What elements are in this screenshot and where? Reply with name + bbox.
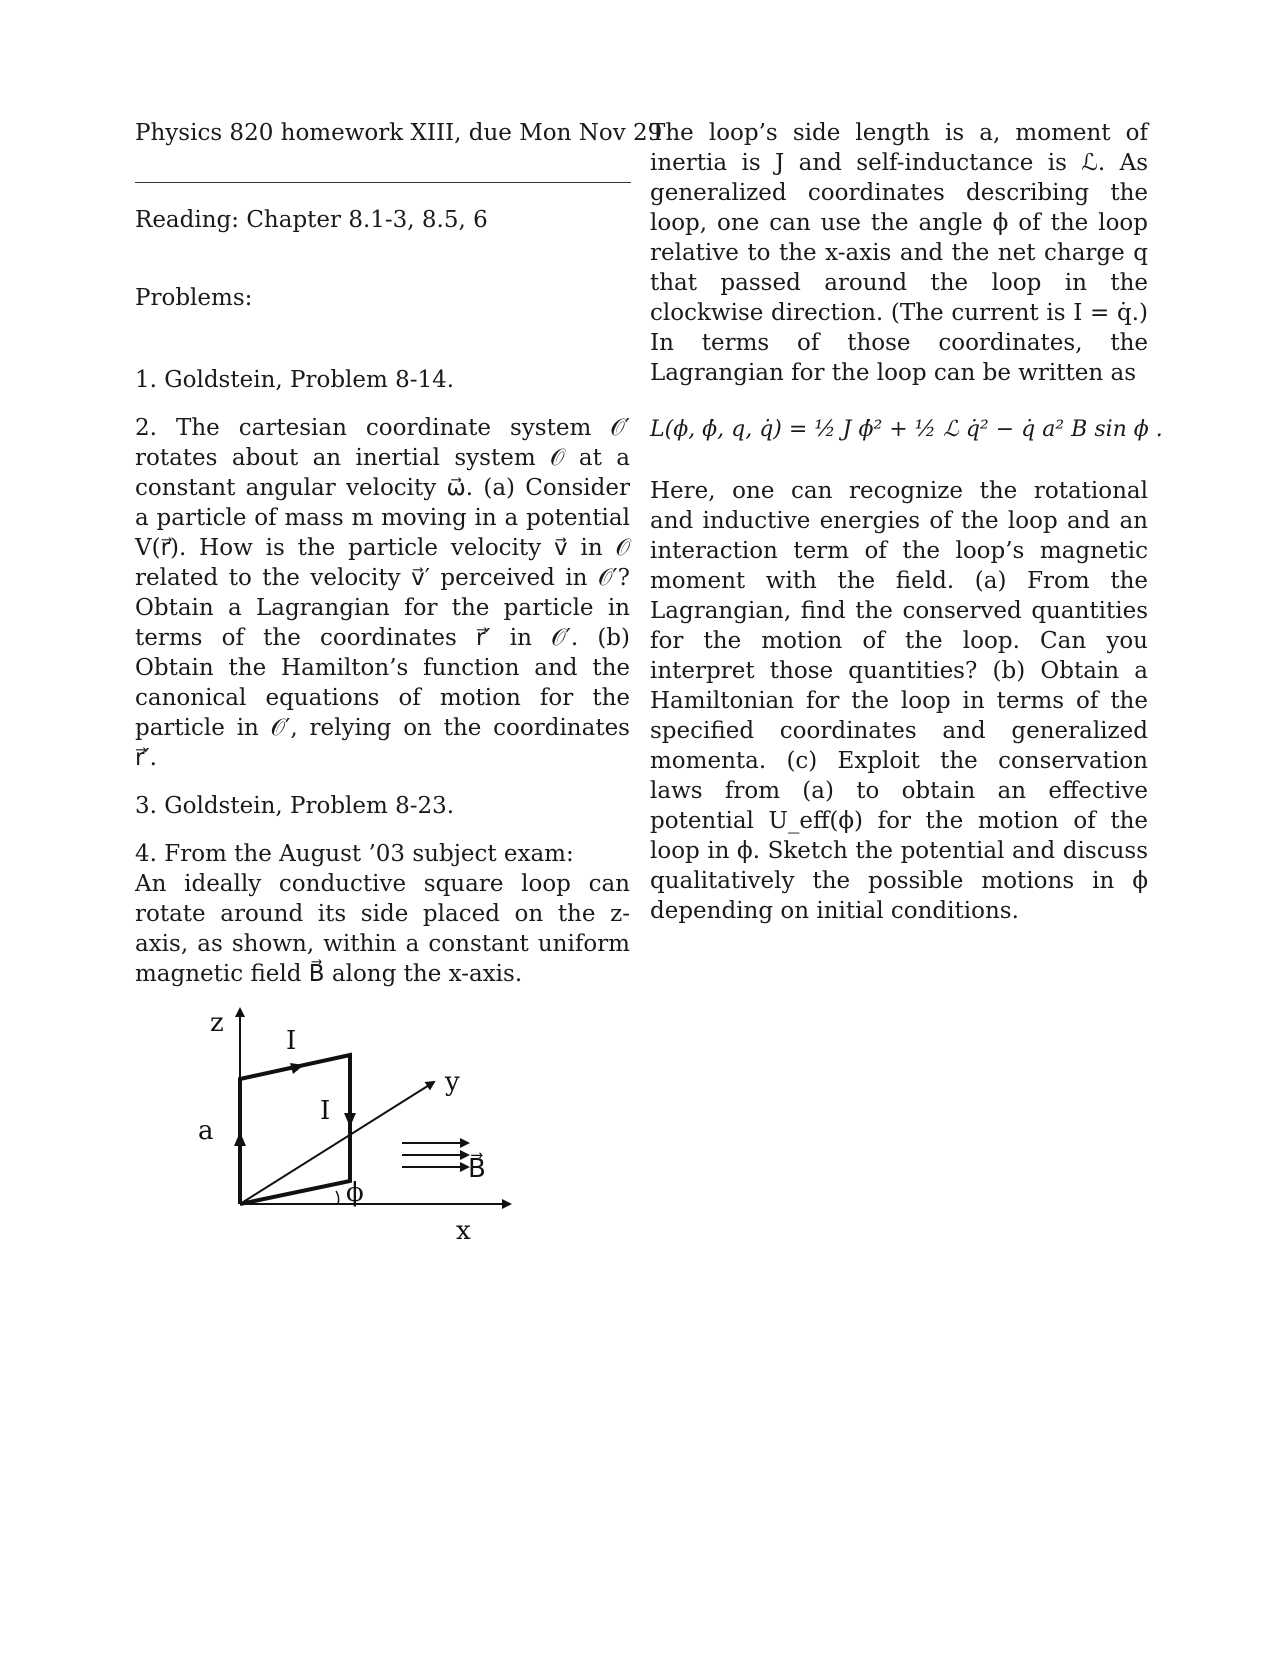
problem-1: 1. Goldstein, Problem 8-14. (135, 367, 455, 393)
loop-figure (190, 999, 550, 1259)
square-loop (240, 1055, 350, 1204)
problem-4 (135, 839, 630, 989)
lagrangian-equation: L(ϕ, ϕ̇, q, q̇) = ½ J ϕ̇² + ½ ℒ q̇² − q̇ a² B sin ϕ . (650, 417, 1163, 442)
angle-arc (336, 1191, 339, 1204)
page-title: Physics 820 homework XIII, due Mon Nov 29 (135, 120, 663, 146)
label-y: y (445, 1067, 460, 1097)
current-arrow-right (344, 1113, 356, 1127)
label-current-top: I (286, 1026, 297, 1056)
problem-4-questions: Here, one can recognize the rotational and inductive energies of the loop and an interaction term of the loop’s magnetic moment with the field. (a) From the Lagrangian, find the conserved quantities for the motion of the loop. Can you interpret those quantities? (b) Obtain a Hamiltonian for the loop in terms of the specified coordinates and generalized momenta. (c) Exploit the conservation laws from (a) to obtain an effective potential U_eff(ϕ) for the motion of the loop in ϕ. Sketch the potential and discuss qualitatively the possible motions in ϕ depending on initial conditions. (650, 478, 1148, 924)
reading-assignment: Reading: Chapter 8.1-3, 8.5, 6 (135, 207, 488, 233)
left-column (135, 118, 663, 1259)
right-column (650, 118, 1163, 926)
title-divider (135, 182, 631, 183)
problem-4-text: An ideally conductive square loop can rotate around its side placed on the z-axis, as shown, within a constant uniform magnetic field B⃗ along the x-axis. (135, 871, 630, 987)
current-arrow-left (234, 1132, 246, 1146)
problems-heading: Problems: (135, 285, 253, 311)
problem-4-intro: 4. From the August ’03 subject exam: (135, 841, 574, 867)
label-b-field: B⃗ (468, 1154, 486, 1184)
label-phi: ϕ (346, 1178, 364, 1208)
label-z: z (210, 1008, 224, 1038)
problem-3: 3. Goldstein, Problem 8-23. (135, 793, 455, 819)
label-current-side: I (320, 1096, 331, 1126)
label-x: x (456, 1216, 471, 1246)
problem-4-continued: The loop’s side length is a, moment of inertia is J and self-inductance is ℒ. As generalized coordinates describing the loop, one can use the angle ϕ of the loop relative to the x-axis and the net charge q that passed around the loop in the clockwise direction. (The current is I = q̇.) In terms of those coordinates, the Lagrangian for the loop can be written as (650, 120, 1148, 386)
label-a: a (198, 1116, 214, 1146)
problem-2: 2. The cartesian coordinate system 𝒪′ rotates about an inertial system 𝒪 at a constant angular velocity ω⃗. (a) Consider a particle of mass m moving in a potential V(r⃗). How is the particle velocity v⃗ in 𝒪 related to the velocity v⃗′ perceived in 𝒪′? Obtain a Lagrangian for the particle in terms of the coordinates r⃗′ in 𝒪′. (b) Obtain the Hamilton’s function and the canonical equations of motion for the particle in 𝒪′, relying on the coordinates r⃗′. (135, 415, 630, 771)
